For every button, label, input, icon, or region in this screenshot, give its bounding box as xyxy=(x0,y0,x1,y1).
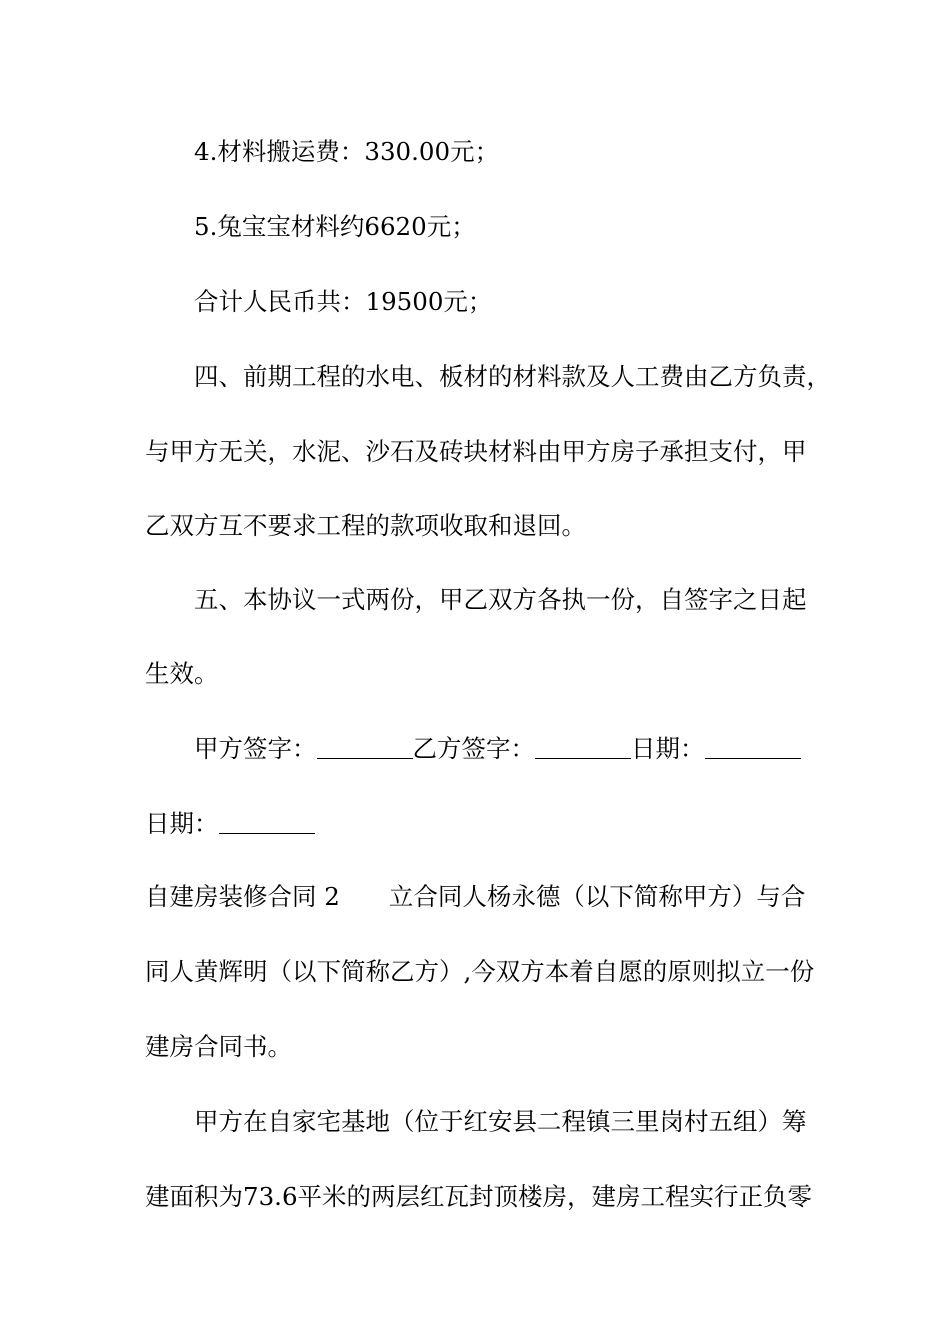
clause-five-line-1: 五、本协议一式两份，甲乙双方各执一份，自签字之日起 xyxy=(194,585,807,614)
clause-five-line-2: 生效。 xyxy=(145,659,219,688)
contract2-line-4: 甲方在自家宅基地（位于红安县二程镇三里岗村五组）筹 xyxy=(194,1107,807,1136)
contract2-line-3: 建房合同书。 xyxy=(145,1032,292,1061)
date-line-2 xyxy=(145,809,815,839)
contract2-intro: 立合同人杨永德（以下简称甲方）与合 xyxy=(388,882,806,911)
item-tubaobao-material: 5.兔宝宝材料约6620元； xyxy=(194,212,476,241)
contract2-first-line xyxy=(145,882,815,912)
contract2-line-5: 建面积为73.6平米的两层红瓦封顶楼房，建房工程实行正负零 xyxy=(145,1182,813,1211)
total-amount: 合计人民币共：19500元； xyxy=(194,287,493,316)
clause-four-line-2: 与甲方无关，水泥、沙石及砖块材料由甲方房子承担支付，甲 xyxy=(145,437,807,466)
signature-line xyxy=(194,734,815,764)
contract2-line-2: 同人黄辉明（以下简称乙方）,今双方本着自愿的原则拟立一份 xyxy=(145,957,815,986)
date-label-2: 日期： xyxy=(145,809,219,838)
item-material-transport-fee: 4.材料搬运费：330.00元； xyxy=(194,137,500,166)
party-b-signature-label: 乙方签字： xyxy=(412,734,535,763)
date-blank-2 xyxy=(219,832,315,834)
clause-four-line-1: 四、前期工程的水电、板材的材料款及人工费由乙方负责， xyxy=(194,362,831,391)
party-a-signature-blank xyxy=(317,757,413,759)
clause-four-line-3: 乙双方互不要求工程的款项收取和退回。 xyxy=(145,511,586,540)
date-label-1: 日期： xyxy=(631,734,705,763)
party-b-signature-blank xyxy=(535,757,631,759)
date-blank-1 xyxy=(705,757,801,759)
contract2-title: 自建房装修合同 2 xyxy=(145,882,340,911)
party-a-signature-label: 甲方签字： xyxy=(194,734,317,763)
